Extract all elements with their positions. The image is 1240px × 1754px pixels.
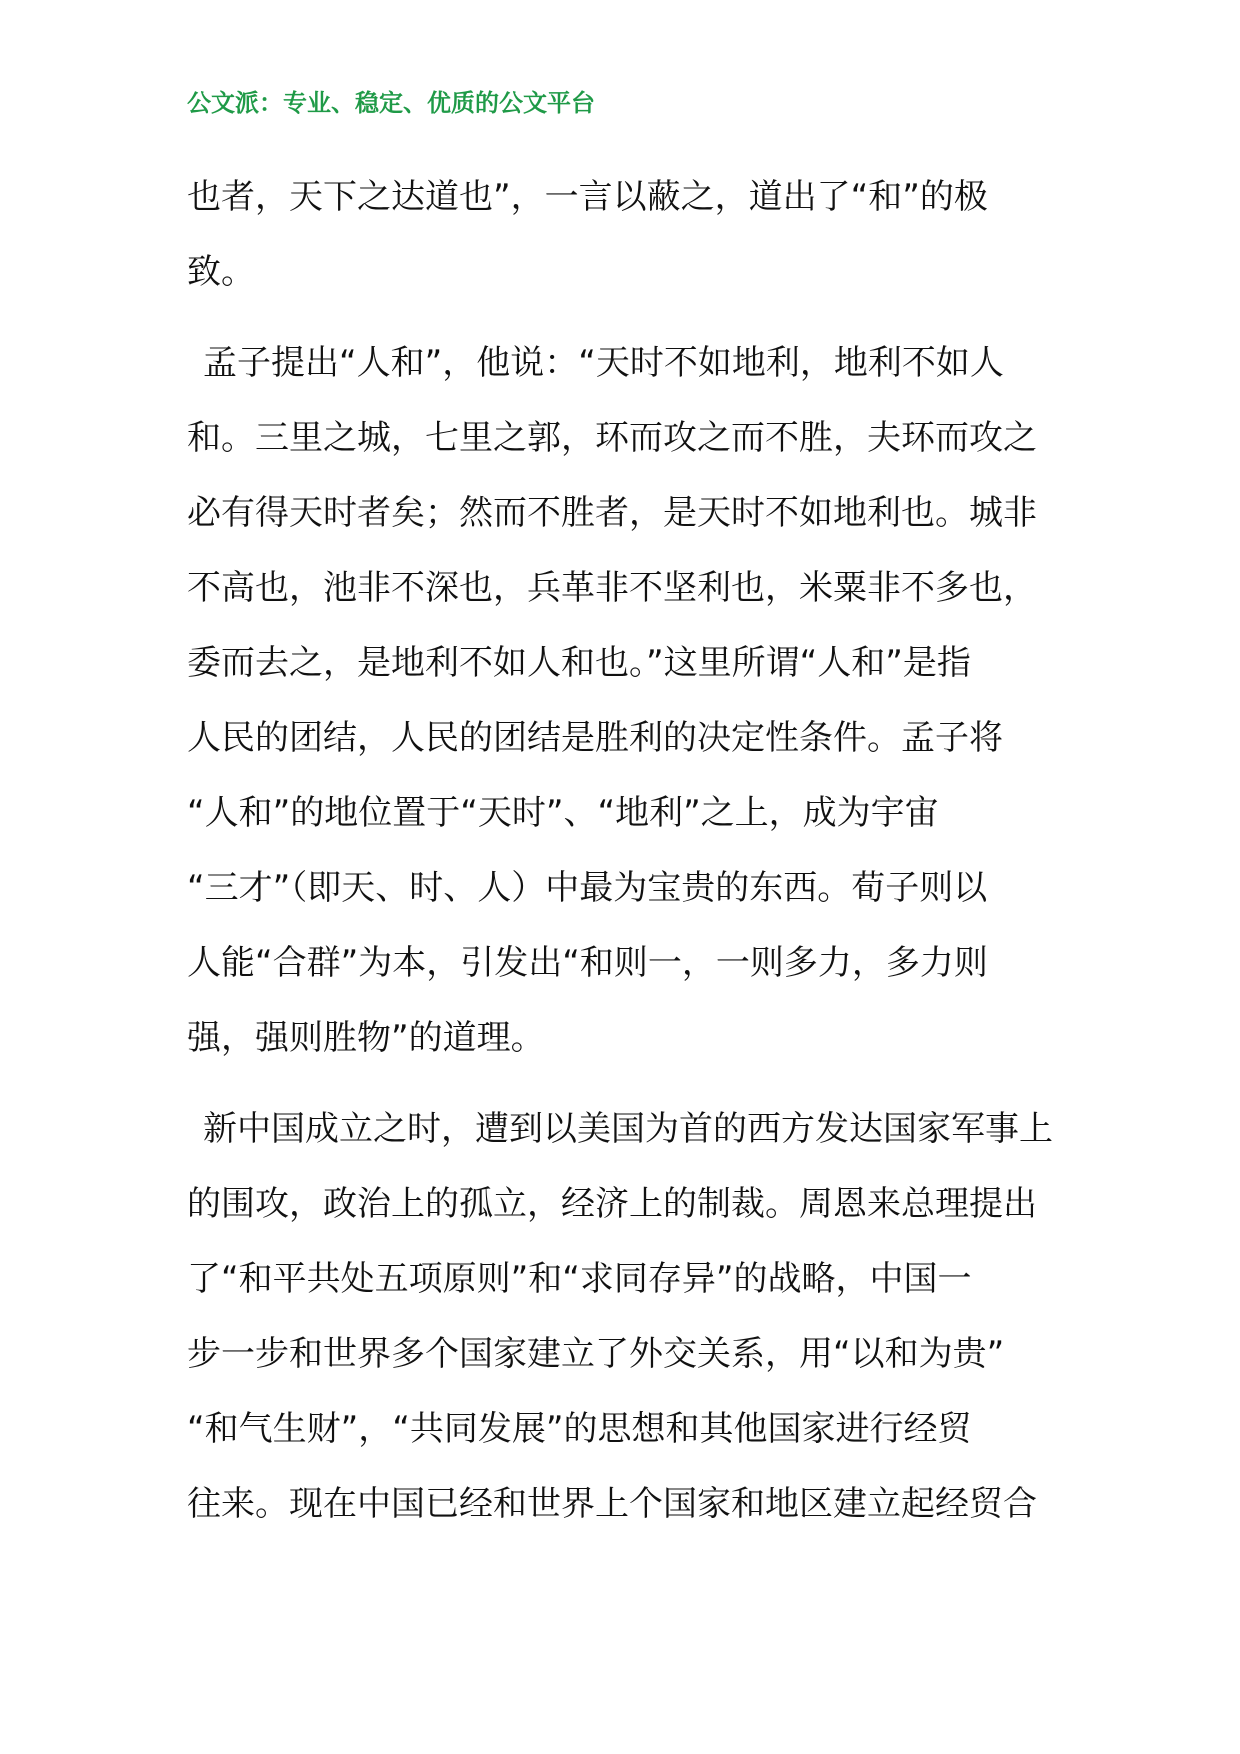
text-line: 和。三里之城，七里之郭，环而攻之而不胜，夫环而攻之 bbox=[187, 418, 1037, 458]
text-line: “人和”的地位置于“天时”、“地利”之上，成为宇宙 bbox=[187, 793, 939, 833]
text-line: 也者，天下之达道也”，一言以蔽之，道出了“和”的极 bbox=[187, 177, 988, 217]
text-line: 强，强则胜物”的道理。 bbox=[187, 1018, 545, 1058]
paragraph-2 bbox=[187, 326, 1057, 1076]
text-line: “和气生财”，“共同发展”的思想和其他国家进行经贸 bbox=[187, 1409, 972, 1449]
text-line: 新中国成立之时，遭到以美国为首的西方发达国家军事上 bbox=[203, 1109, 1053, 1149]
text-line: 人能“合群”为本，引发出“和则一，一则多力，多力则 bbox=[187, 943, 988, 983]
page-header: 公文派：专业、稳定、优质的公文平台 bbox=[187, 88, 595, 117]
text-line: 了“和平共处五项原则”和“求同存异”的战略，中国一 bbox=[187, 1259, 972, 1299]
text-line: “三才”（即天、时、人）中最为宝贵的东西。荀子则以 bbox=[187, 868, 988, 908]
text-line: 不高也，池非不深也，兵革非不坚利也，米粟非不多也， bbox=[187, 568, 1037, 608]
text-line: 的围攻，政治上的孤立，经济上的制裁。周恩来总理提出 bbox=[187, 1184, 1037, 1224]
text-line: 往来。现在中国已经和世界上个国家和地区建立起经贸合 bbox=[187, 1484, 1037, 1524]
paragraph-1 bbox=[187, 160, 1057, 310]
text-line: 委而去之，是地利不如人和也。”这里所谓“人和”是指 bbox=[187, 643, 971, 683]
text-line: 步一步和世界多个国家建立了外交关系，用“以和为贵” bbox=[187, 1334, 1005, 1374]
paragraph-3 bbox=[187, 1092, 1057, 1542]
text-line: 致。 bbox=[187, 252, 255, 292]
text-line: 人民的团结，人民的团结是胜利的决定性条件。孟子将 bbox=[187, 718, 1003, 758]
document-body bbox=[187, 160, 1057, 1542]
text-line: 必有得天时者矣；然而不胜者，是天时不如地利也。城非 bbox=[187, 493, 1037, 533]
text-line: 孟子提出“人和”，他说：“天时不如地利，地利不如人 bbox=[203, 343, 1004, 383]
